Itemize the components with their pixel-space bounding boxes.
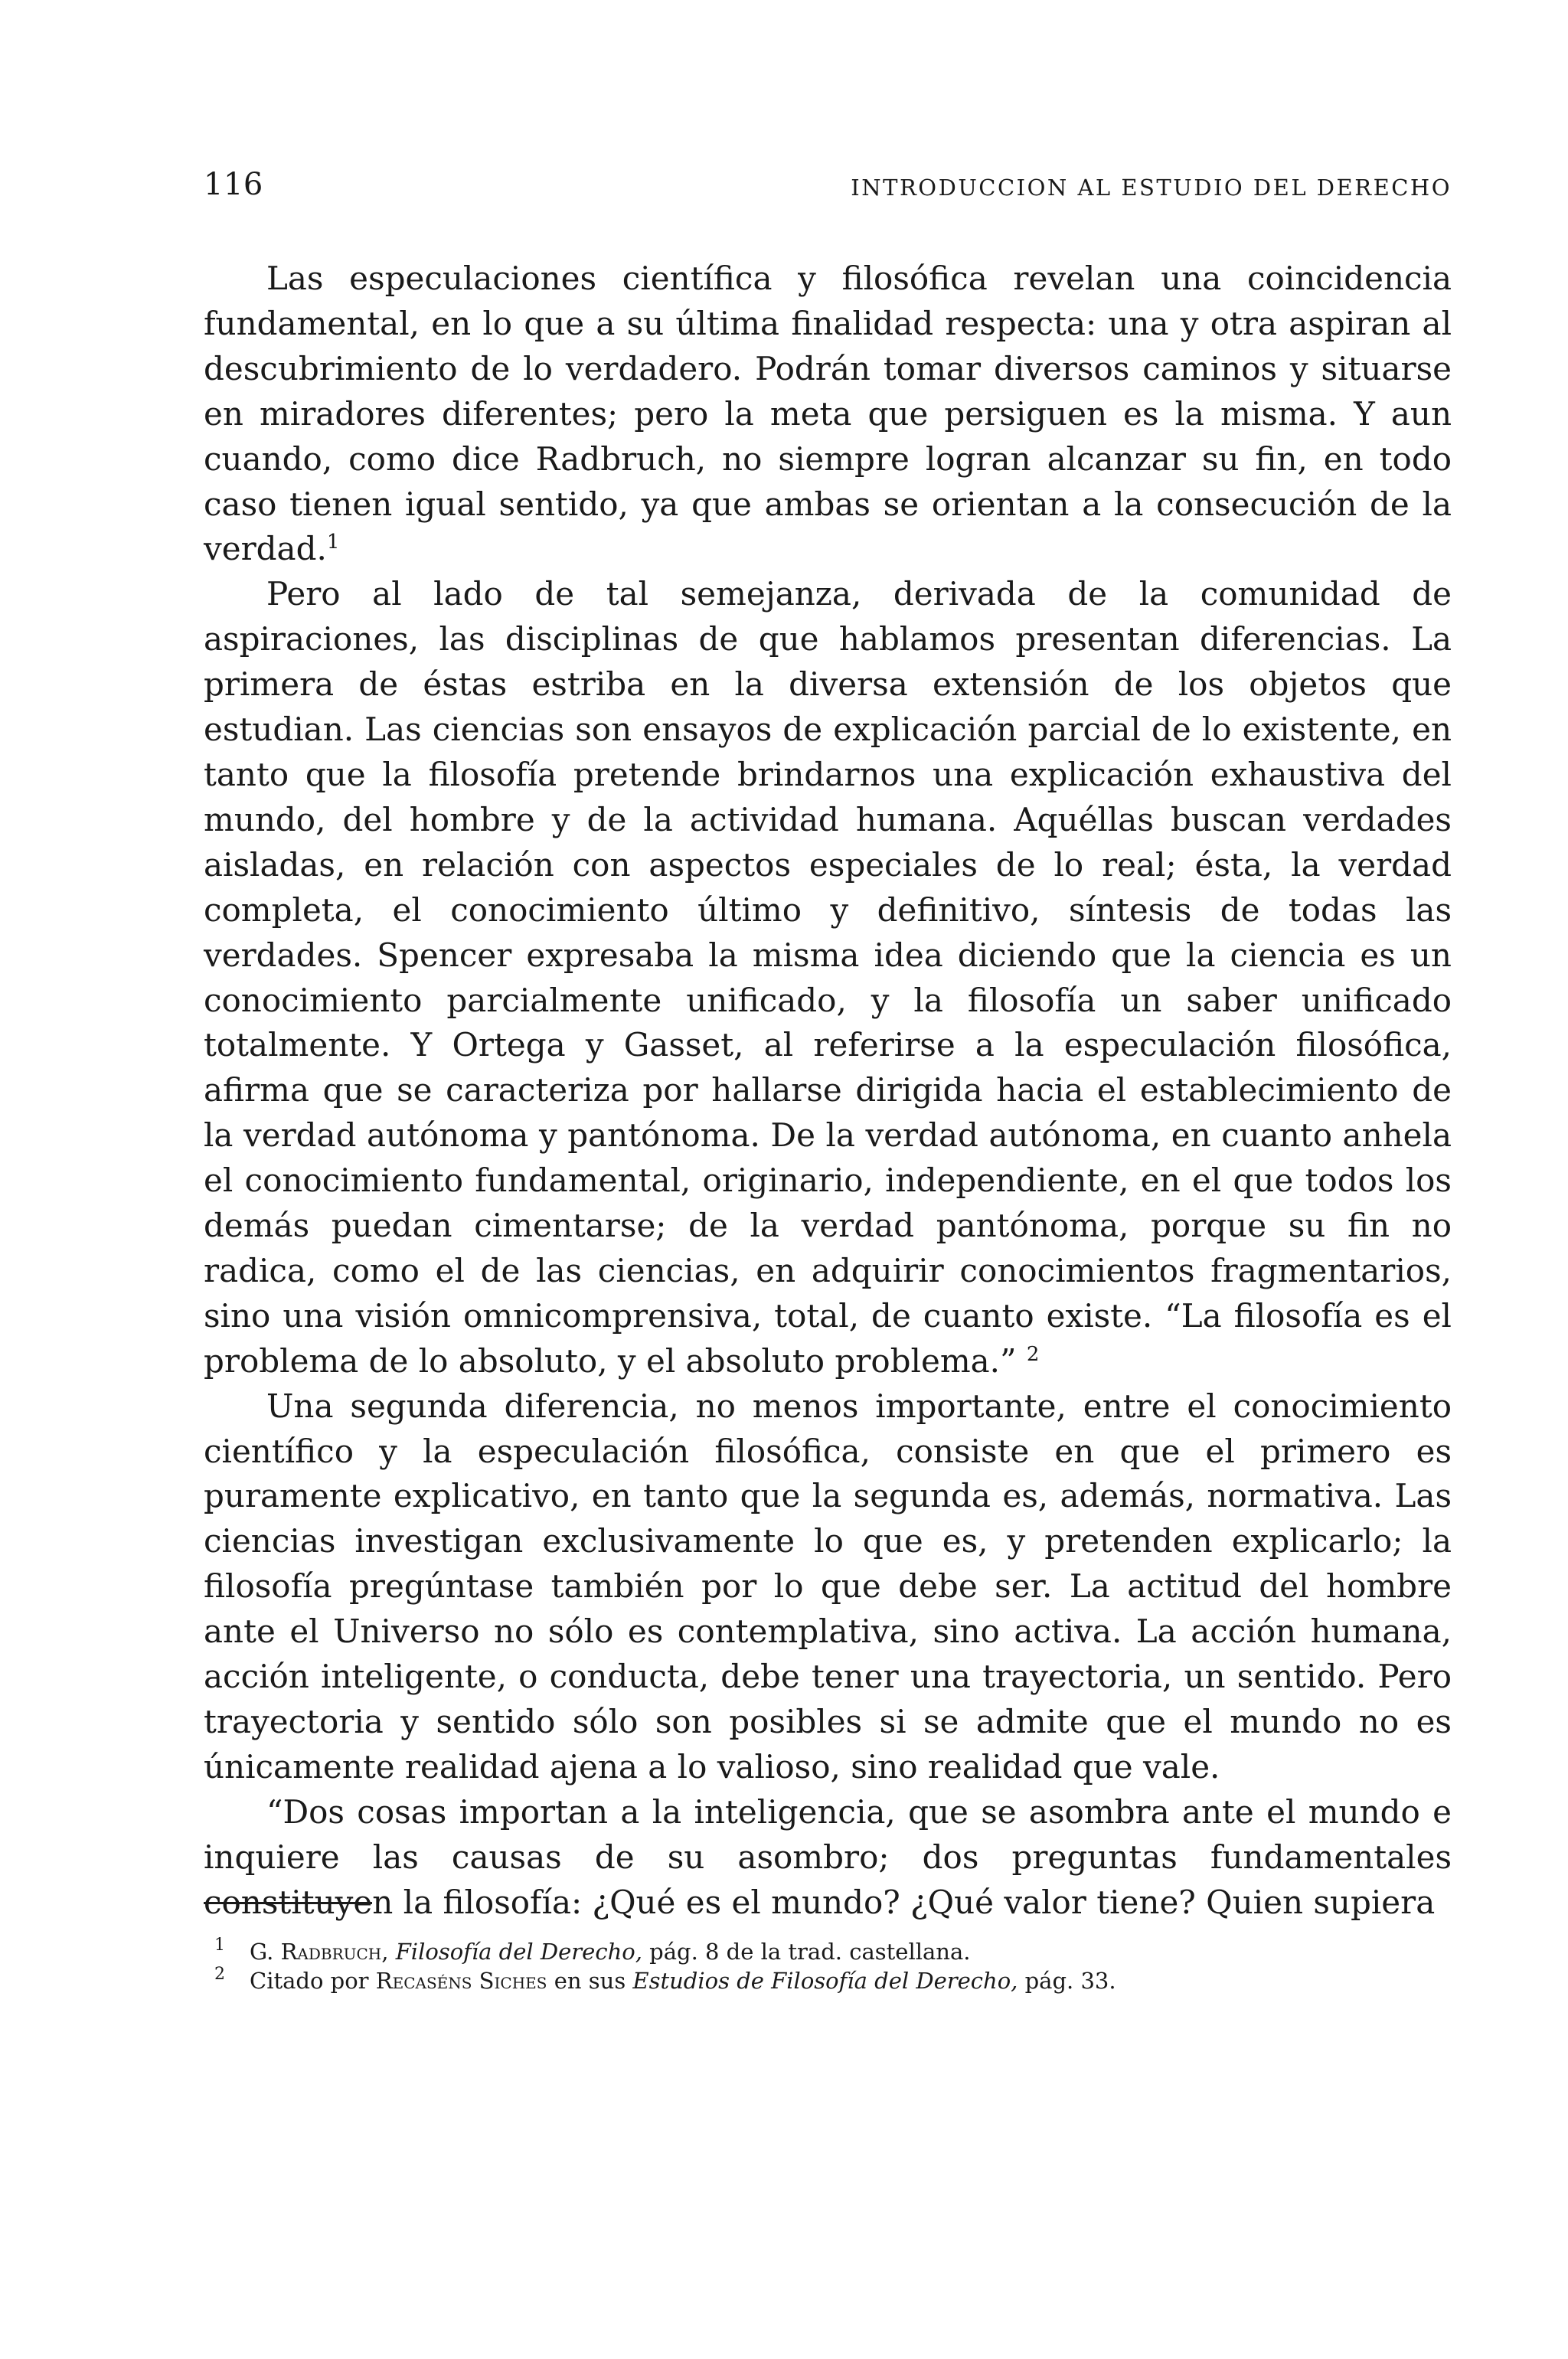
footnote-1-mark: 1 bbox=[214, 1936, 225, 1955]
footnote-ref-2: 2 bbox=[1026, 1342, 1040, 1366]
footnote-2-rest: pág. 33. bbox=[1024, 1968, 1116, 1994]
paragraph-2 bbox=[204, 572, 1452, 1384]
paragraph-1 bbox=[204, 256, 1452, 572]
footnote-1-author: G. Radbruch, bbox=[250, 1939, 389, 1965]
page-header bbox=[204, 167, 1452, 213]
main-text bbox=[204, 256, 1452, 1926]
footnote-2-mark: 2 bbox=[214, 1965, 225, 1984]
footnotes bbox=[204, 1937, 1452, 1995]
paragraph-2-text: Pero al lado de tal semejanza, derivada de la comunidad de aspiraciones, las disciplinas de que hablamos presentan diferencias. La primera de éstas estriba en la diversa extensión de los objetos que estudian. Las ciencias son ensayos de explicación parcial de lo existente, en tanto que la filosofía pretende brindarnos una explicación exhaustiva del mundo, del hombre y de la actividad humana. Aquéllas buscan verdades aisladas, en relación con aspectos especiales de lo real; ésta, la verdad completa, el conocimiento último y definitivo, síntesis de todas las verdades. Spencer expresaba la misma idea diciendo que la ciencia es un conocimiento parcialmente unificado, y la filosofía un saber unificado totalmente. Y Ortega y Gasset, al referirse a la especulación filosófica, afirma que se caracteriza por hallarse dirigida hacia el establecimiento de la verdad autónoma y pantónoma. De la verdad autónoma, en cuanto anhela el conocimiento fundamental, originario, independiente, en el que todos los demás puedan cimentarse; de la verdad pantónoma, porque su fin no radica, como el de las ciencias, en adquirir conocimientos fragmentarios, sino una visión omnicomprensiva, total, de cuanto existe. “La filosofía es el problema de lo absoluto, y el absoluto problema.” bbox=[204, 575, 1452, 1380]
page-number: 116 bbox=[204, 167, 263, 202]
paragraph-4: “Dos cosas importan a la inteligencia, que se asombra ante el mundo e inquiere las causas de su asombro; dos preguntas fundamentales constituyen la filosofía: ¿Qué es el mundo? ¿Qué valor tiene? Quien supiera bbox=[204, 1792, 1452, 1921]
footnote-1 bbox=[204, 1937, 1452, 1966]
footnote-1-rest: pág. 8 de la trad. castellana. bbox=[649, 1939, 971, 1965]
footnote-separator bbox=[204, 1902, 372, 1904]
paragraph-1-text: Las especulaciones científica y filosófica revelan una coincidencia fundamental, en lo que a su última finalidad respecta: una y otra aspiran al descubrimiento de lo verdadero. Podrán tomar diversos caminos y situarse en miradores diferentes; pero la meta que persiguen es la misma. Y aun cuando, como dice Radbruch, no siempre logran alcanzar su fin, en todo caso tienen igual sentido, ya que ambas se orientan a la consecución de la verdad. bbox=[204, 260, 1452, 568]
paragraph-3: Una segunda diferencia, no menos importante, entre el conocimiento científico y la especulación filosófica, consiste en que el primero es puramente explicativo, en tanto que la segunda es, además, normativa. Las ciencias investigan exclusivamente lo que es, y pretenden explicarlo; la filosofía pregúntase también por lo que debe ser. La actitud del hombre ante el Universo no sólo es contemplativa, sino activa. La acción humana, acción inteligente, o conducta, debe tener una trayectoria, un sentido. Pero trayectoria y sentido sólo son posibles si se admite que el mundo no es únicamente realidad ajena a lo valioso, sino realidad que vale. bbox=[204, 1387, 1452, 1786]
footnote-2-title: Estudios de Filosofía del Derecho, bbox=[632, 1968, 1018, 1994]
running-title: INTRODUCCION AL ESTUDIO DEL DERECHO bbox=[851, 175, 1452, 201]
footnote-2 bbox=[204, 1966, 1452, 1995]
footnote-2-pre: Citado por bbox=[250, 1968, 369, 1994]
footnote-ref-1: 1 bbox=[326, 531, 340, 554]
footnote-2-mid: en sus bbox=[554, 1968, 626, 1994]
footnote-1-title: Filosofía del Derecho, bbox=[395, 1939, 642, 1965]
footnote-2-author: Recaséns Siches bbox=[375, 1968, 547, 1994]
